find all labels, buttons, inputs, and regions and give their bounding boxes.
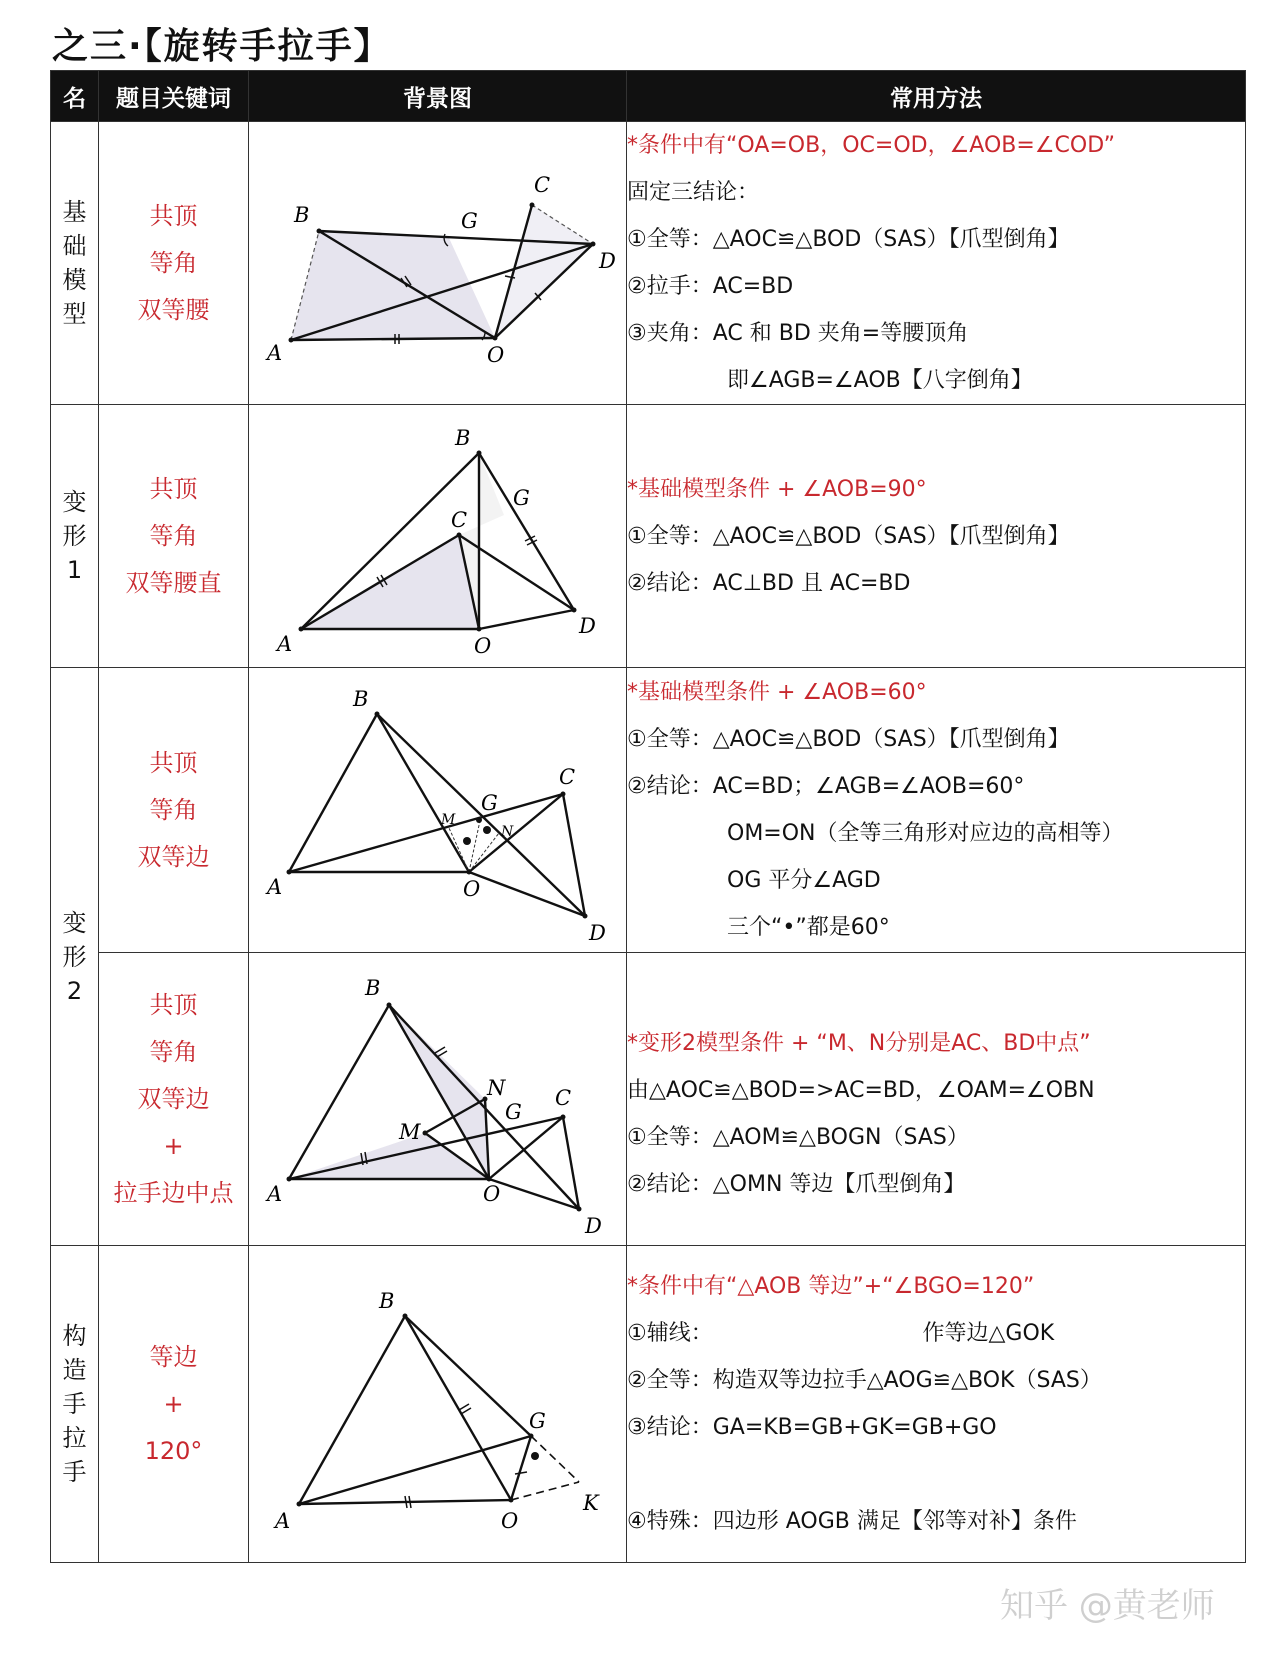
name-char: 拉 <box>62 1424 87 1452</box>
label-a: A <box>277 632 293 656</box>
label-o: O <box>501 1509 519 1533</box>
name-char: 模 <box>62 266 87 294</box>
method-condition: *基础模型条件 + ∠AOB=90° <box>627 476 927 502</box>
name-char: 手 <box>62 1390 87 1418</box>
name-char: 1 <box>66 556 83 584</box>
label-n: N <box>501 824 514 840</box>
table-row <box>51 953 1246 1246</box>
geometry-diagram <box>249 405 627 667</box>
method-line: ①全等：△AOC≌△BOD（SAS）【爪型倒角】 <box>627 727 1070 752</box>
name-char: 形 <box>62 522 87 550</box>
label-g: G <box>461 209 478 233</box>
method-line: ②全等：构造双等边拉手△AOG≌△BOK（SAS） <box>627 1368 1102 1393</box>
label-n: N <box>487 1076 506 1100</box>
figure-variant-2 <box>249 668 627 953</box>
label-m: M <box>441 812 456 828</box>
label-o: O <box>483 1182 501 1206</box>
page-title: 之三·【旋转手拉手】 <box>52 26 392 67</box>
row-method <box>627 668 1246 953</box>
geometry-diagram <box>249 1246 627 1562</box>
header-method: 常用方法 <box>627 71 1246 122</box>
method-line: ①辅线： 作等边△GOK <box>627 1321 1055 1346</box>
row-keywords <box>99 1246 249 1563</box>
label-a: A <box>267 1182 283 1206</box>
label-o: O <box>474 634 492 658</box>
row-name <box>51 1246 99 1563</box>
name-char: 变 <box>62 488 87 516</box>
row-name <box>51 405 99 668</box>
geometry-diagram <box>249 668 627 952</box>
keyword: 120° <box>144 1436 203 1465</box>
method-line: ①全等：△AOC≌△BOD（SAS）【爪型倒角】 <box>627 227 1070 252</box>
geometry-diagram <box>249 953 627 1245</box>
label-b: B <box>353 687 369 711</box>
figure-construct <box>249 1246 627 1563</box>
label-b: B <box>365 976 381 1000</box>
method-condition: *条件中有“OA=OB，OC=OD，∠AOB=∠COD” <box>627 133 1115 158</box>
keyword: 拉手边中点 <box>113 1178 234 1207</box>
method-condition: *变形2模型条件 + “M、N分别是AC、BD中点” <box>627 1031 1091 1056</box>
label-g: G <box>513 486 530 510</box>
label-c: C <box>451 508 468 532</box>
figure-variant-1 <box>249 405 627 668</box>
method-condition: *条件中有“△AOB 等边”+“∠BGO=120” <box>627 1274 1035 1299</box>
keyword: 等角 <box>149 521 198 550</box>
method-line: ③夹角：AC 和 BD 夹角=等腰顶角 <box>627 321 969 346</box>
name-char: 础 <box>62 232 87 260</box>
row-method <box>627 122 1246 405</box>
name-char: 2 <box>66 976 83 1005</box>
label-d: D <box>599 249 616 273</box>
method-line: ②拉手：AC=BD <box>627 274 794 299</box>
label-b: B <box>294 203 310 227</box>
keyword: 双等边 <box>137 1084 210 1113</box>
geometry-diagram <box>249 128 627 398</box>
table-row <box>51 122 1246 405</box>
method-line: 固定三结论： <box>627 180 760 205</box>
row-method <box>627 953 1246 1246</box>
header-figure: 背景图 <box>249 71 627 122</box>
header-keywords: 题目关键词 <box>99 71 249 122</box>
keyword: 共顶 <box>149 990 198 1019</box>
row-name <box>51 122 99 405</box>
label-b: B <box>455 426 471 450</box>
name-char: 基 <box>62 198 87 226</box>
name-char: 手 <box>62 1458 87 1486</box>
row-name <box>51 668 99 1246</box>
method-line: ②结论：AC=BD；∠AGB=∠AOB=60° <box>627 774 1025 799</box>
method-line: 由△AOC≌△BOD=>AC=BD，∠OAM=∠OBN <box>627 1078 1095 1103</box>
row-keywords <box>99 668 249 953</box>
keyword: 双等边 <box>137 842 210 871</box>
method-line: ④特殊：四边形 AOGB 满足【邻等对补】条件 <box>627 1509 1077 1534</box>
label-m: M <box>399 1120 421 1144</box>
row-keywords <box>99 405 249 668</box>
label-a: A <box>275 1509 291 1533</box>
name-char: 形 <box>62 942 87 971</box>
label-c: C <box>555 1086 572 1110</box>
label-c: C <box>559 765 576 789</box>
label-c: C <box>534 173 551 197</box>
header-name: 名 <box>51 71 99 122</box>
keyword: 双等腰 <box>137 295 210 324</box>
watermark: 知乎 @黄老师 <box>1000 1586 1215 1626</box>
method-condition: *基础模型条件 + ∠AOB=60° <box>627 680 927 705</box>
keyword: 等角 <box>149 795 198 824</box>
figure-basic-model <box>249 122 627 405</box>
label-b: B <box>379 1289 395 1313</box>
keyword: 等角 <box>149 248 198 277</box>
label-a: A <box>267 875 283 899</box>
label-g: G <box>505 1100 522 1124</box>
keyword: + <box>163 1389 184 1418</box>
method-line <box>627 1451 1245 1498</box>
row-method <box>627 1246 1246 1563</box>
row-keywords <box>99 953 249 1246</box>
method-line: OM=ON（全等三角形对应边的高相等） <box>727 821 1124 846</box>
table-row <box>51 1246 1246 1563</box>
label-o: O <box>463 877 481 901</box>
keyword: 等角 <box>149 1037 198 1066</box>
label-a: A <box>267 341 283 365</box>
row-method <box>627 405 1246 668</box>
method-line: ②结论：△OMN 等边【爪型倒角】 <box>627 1172 966 1197</box>
label-k: K <box>583 1491 599 1515</box>
label-g: G <box>481 791 498 815</box>
method-line: ②结论：AC⊥BD 且 AC=BD <box>627 570 911 596</box>
table-header <box>51 71 1246 122</box>
name-char: 型 <box>62 300 87 328</box>
name-char: 构 <box>62 1322 87 1350</box>
label-d: D <box>589 921 606 945</box>
row-keywords <box>99 122 249 405</box>
keyword: 共顶 <box>149 201 198 230</box>
method-line: OG 平分∠AGD <box>727 868 881 893</box>
label-d: D <box>579 614 596 638</box>
label-o: O <box>487 343 505 367</box>
model-table <box>50 70 1246 1563</box>
keyword: 共顶 <box>149 748 198 777</box>
table-row <box>51 668 1246 953</box>
method-line: ①全等：△AOC≌△BOD（SAS）【爪型倒角】 <box>627 523 1070 549</box>
name-char: 造 <box>62 1356 87 1384</box>
method-line: 即∠AGB=∠AOB【八字倒角】 <box>727 368 1033 393</box>
keyword: 双等腰直 <box>125 568 222 597</box>
name-char: 变 <box>62 908 87 937</box>
keyword: 等边 <box>149 1342 198 1371</box>
figure-variant-2-midpoints <box>249 953 627 1246</box>
label-g: G <box>529 1409 546 1433</box>
method-line: 三个“•”都是60° <box>727 915 890 940</box>
label-d: D <box>585 1214 602 1238</box>
table-row <box>51 405 1246 668</box>
keyword: + <box>163 1131 184 1160</box>
method-line: ③结论：GA=KB=GB+GK=GB+GO <box>627 1415 997 1440</box>
keyword: 共顶 <box>149 474 198 503</box>
method-line: ①全等：△AOM≌△BOGN（SAS） <box>627 1125 969 1150</box>
